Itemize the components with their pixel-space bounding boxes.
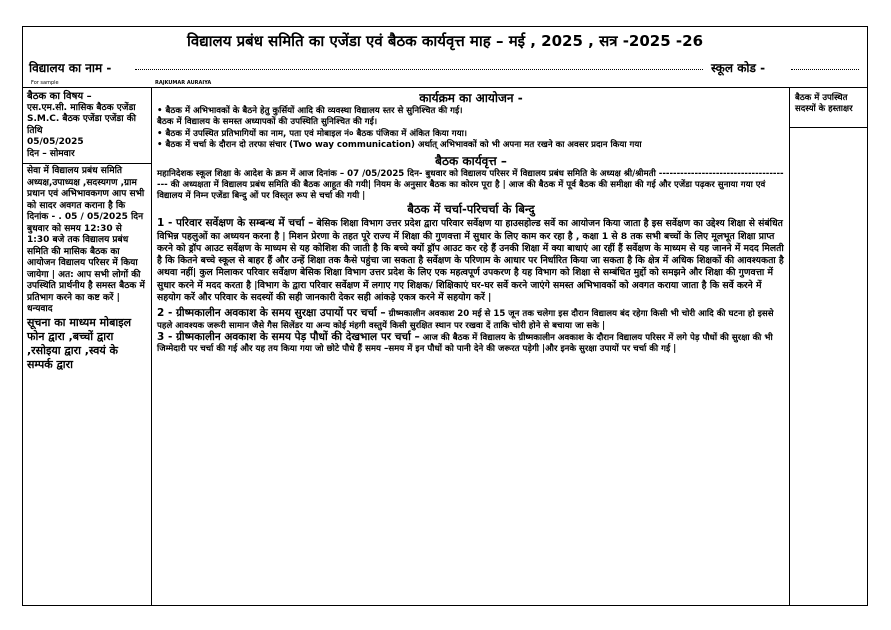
subject-heading: बैठक का विषय – <box>27 91 92 102</box>
principal-name: RAJKUMAR AURAIYA <box>155 80 212 86</box>
school-code-field[interactable] <box>791 69 859 70</box>
signature-heading: बैठक में उपस्थित सदस्यों के हस्ताक्षर <box>795 93 853 114</box>
item1-title: 1 - परिवार सर्वेक्षण के सम्बन्ध में चर्चा – <box>157 217 314 230</box>
right-divider <box>789 127 867 128</box>
school-code-label: स्कूल कोड - <box>711 61 766 75</box>
column-divider-right <box>789 87 790 605</box>
invitation-text: सेवा में विद्यालय प्रबंध समिति अध्यक्ष,उपाध्यक्ष ,सदस्यगण ,ग्राम प्रधान एवं अभिभावकगण आप सभी को सादर अवगत कराना है कि दिनांक - . 05 / 05/2025 दिन बुधवार को समय 12:30 से 1:30 बजे तक विद्यालय प्रबंध समिति की मासिक बैठक का आयोजन विद्यालय परिसर में किया जायेगा | अत: आप सभी लोगों की उपस्थिति प्रार्थनीय है समस्त बैठक में प्रतिभाग करने का कष्ट करें | <box>27 166 145 303</box>
program-point: • बैठक में अभिभावकों के बैठने हेतु कुर्सियों आदि की व्यवस्था विद्यालय स्तर से सुनिश्चित की गई। <box>157 106 463 116</box>
item2-text: ग्रीष्मकालीन अवकाश 20 मई से 15 जून तक चलेगा इस दौरान विद्यालय बंद रहेगा किसी भी चोरी आदि की घटना हो इससे पहले आवश्यक जरूरी सामान जैसे गैस सिलेंडर या अन्य कोई मंहगी वस्तुयें किसी सुरक्षित स्थान पर रखवा दें ताकि चोरी होने से बचाया जा सके | <box>157 309 774 331</box>
subject-text: एस.एम.सी. मासिक बैठक एजेंडा S.M.C. बैठक एजेंडा एजेंडा की तिथि <box>27 102 136 136</box>
program-point: बैठक में विद्यालय के समस्त अध्यापकों की उपस्थिति सुनिश्चित की गई। <box>157 117 378 128</box>
minutes-text: महानिदेशक स्कूल शिक्षा के आदेश के क्रम में आज दिनांक – 07 /05/2025 दिन- बुधवार को विद्यालय परिसर में विद्यालय प्रबंध समिति के अध्यक्ष श्री/श्रीमती -------------------------------------- की अध्यक्षता में विद्यालय प्रबंध समिति की बैठक आहूत की गयी| नियम के अनुसार बैठक का कोरम पूरा है | आज की बैठक में पूर्व बैठक की समीक्षा की गई और एजेंडा पढ़कर सुनाया गया एवं विद्यालय में निम्न एजेंडा बिन्दु ओं पर विस्तृत रूप से चर्चा की गयी | <box>157 168 784 202</box>
for-sample-note: For sample <box>31 80 59 86</box>
meeting-date: 05/05/2025 <box>27 137 84 147</box>
thanks-text: धन्यवाद <box>27 304 53 314</box>
item3-text: आज की बैठक में विद्यालय के ग्रीष्मकालीन अवकाश के दौरान विद्यालय परिसर में लगे पेड़ पौधों की सुरक्षा की भी जिम्मेदारी पर चर्चा की गई और यह तय किया गया जो छोटे पौधे हैं समय –समय में इन पौधों को पानी देने की जरूरत पड़ेगी |और इनके सुरक्षा उपायों पर चर्चा की गई | <box>157 332 773 354</box>
column-divider-left <box>151 87 152 605</box>
meeting-day: दिन – सोमवार <box>27 148 75 159</box>
item3-title: 3 - ग्रीष्मकालीन अवकाश के समय पेड़ पौधों की देखभाल पर चर्चा – <box>157 330 420 343</box>
table-top-border <box>23 87 867 88</box>
document-page <box>22 26 868 606</box>
item1-text: बेसिक शिक्षा विभाग उत्तर प्रदेश द्वारा परिवार सर्वेक्षण या हाउसहोल्ड सर्वे का आयोजन किया जाता है इस सर्वेक्षण का उद्देश्य शिक्षा से संबंधित विभिन्न पहलुओं का अध्ययन करना है | मिशन प्रेरणा के तहत पूरे राज्य में शिक्षा की गुणवत्ता में सुधार के लिए काम कर रहा है , कक्षा 1 से 8 तक सभी बच्चों के लिए मूलभूत शिक्षा प्राप्त करने को ड्रॉप आउट सर्वेक्षण के माध्यम से यह कोशिश की जाती है कि बच्चे क्यों ड्रॉप आउट कर रहे हैं उनकी शिक्षा में क्या बाधाएं आ रहीं हैं सर्वेक्षण के माध्यम से यह जानने में मदद मिलती है कि कितने बच्चे स्कूल से बाहर हैं और उन्हें शिक्षा तक कैसे पहुंचा जा सकता है सर्वेक्षण के परिणाम के आधार पर निर्धारित किया जा सकता है कि क्षेत्र में अधिक शिक्षकों की आवश्यकता है अथवा नहीं| कुल मिलाकर परिवार सर्वेक्षण बेसिक शिक्षा विभाग उत्तर प्रदेश के लिए एक महत्वपूर्ण उपकरण है यह विभाग को शिक्षा से सम्बंधित मुद्दों को समझने और शिक्षा की गुणवत्ता में सुधार करने में मदद करता है |विभाग के द्वारा परिवार सर्वेक्षण में लगाए गए शिक्षक/ शिक्षिकाएं घर-घर सर्वे करने जाएंगे समस्त अभिभावकों को अवगत कराया जाता है कि सर्वे करने में सहयोग करें और परिवार के सदस्यों की सही जानकारी देकर सही आंकड़े एकत्र करने में सहयोग करें | <box>157 218 784 304</box>
points-heading: बैठक में चर्चा-परिचर्चा के बिन्दु <box>407 202 535 217</box>
document-title: विद्यालय प्रबंध समिति का एजेंडा एवं बैठक कार्यवृत्त माह – मई , 2025 , सत्र -2025 -26 <box>186 32 704 50</box>
school-name-field[interactable] <box>135 69 703 70</box>
info-medium-text: सूचना का माध्यम मोबाइल फोन द्वारा ,बच्चों द्वारा ,रसोइया द्वारा ,स्वयं के सम्पर्क द्वारा <box>27 315 132 371</box>
program-heading: कार्यक्रम का आयोजन - <box>419 91 523 105</box>
school-name-label: विद्यालय का नाम - <box>29 61 112 75</box>
program-point: • बैठक में उपस्थित प्रतिभागियों का नाम, पता एवं मोबाइल नं० बैठक पंजिका में अंकित किया गया। <box>157 128 468 139</box>
left-column <box>27 91 147 372</box>
school-info-row <box>29 59 861 75</box>
left-divider <box>23 163 151 164</box>
minutes-heading: बैठक कार्यवृत्त – <box>435 153 507 168</box>
item2-title: 2 - ग्रीष्मकालीन अवकाश के समय सुरक्षा उपायों पर चर्चा – <box>157 307 386 320</box>
program-point: • बैठक में चर्चा के दौरान दो तरफा संचार (Two way communication) अर्थात् अभिभावकों को भी अपना मत रखने का अवसर प्रदान किया गया <box>157 140 642 151</box>
main-column <box>157 91 785 355</box>
